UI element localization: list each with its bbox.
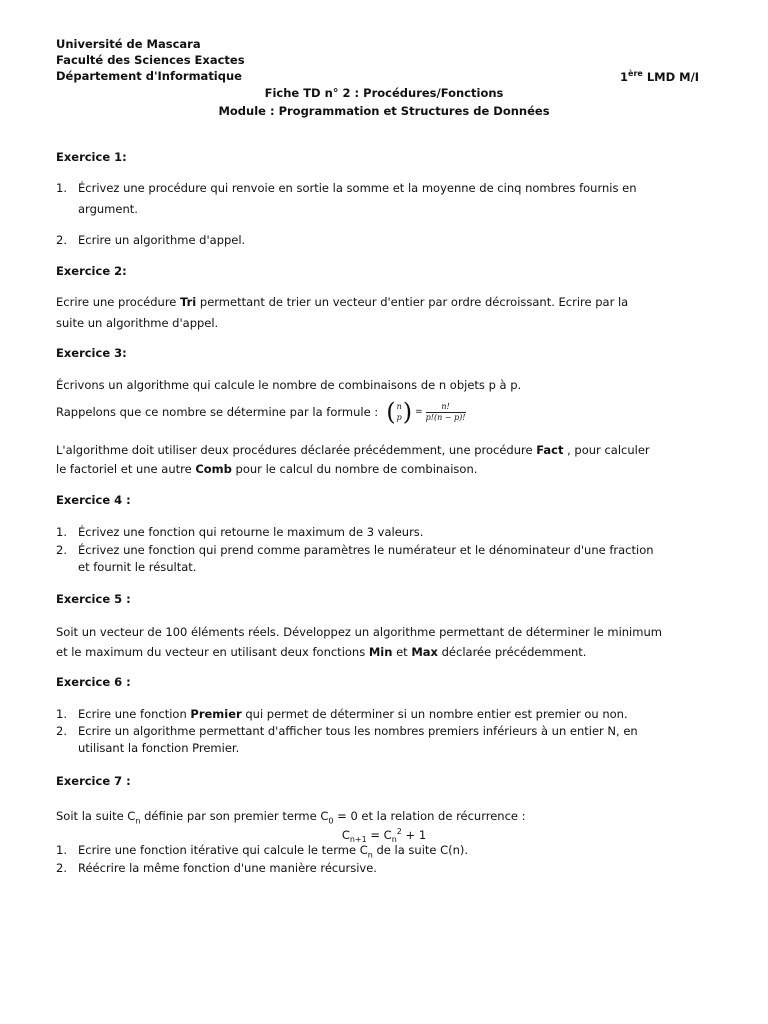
sheet-title: Fiche TD n° 2 : Procédures/Fonctions: [264, 86, 504, 100]
binomial-stack: [396, 401, 403, 423]
exercise-2-title: Exercice 2:: [56, 264, 127, 278]
item-text: Ecrire un algorithme d'appel.: [78, 233, 246, 247]
subscript: n: [367, 850, 373, 860]
binom-bottom: p: [396, 413, 402, 422]
exercise-4-item-2-cont: et fournit le résultat.: [78, 560, 197, 574]
item-number: 2.: [56, 724, 67, 738]
exercise-5-line-1: Soit un vecteur de 100 éléments réels. Développez un algorithme permettant de déterminer le minimum: [56, 625, 662, 639]
exercise-3-formula-line: [56, 400, 466, 424]
text: Ecrire une procédure: [56, 295, 181, 309]
exercise-1-item-1-cont: argument.: [78, 202, 138, 216]
keyword-premier: Premier: [190, 707, 242, 721]
exercise-1-item-1: [56, 178, 637, 198]
fraction-numerator: n!: [441, 401, 450, 411]
text: Rappelons que ce nombre se détermine par la formule :: [56, 405, 379, 419]
module-title: Module : Programmation et Structures de Données: [218, 104, 550, 118]
item-number: 1.: [56, 843, 67, 857]
exercise-6-item-2-cont: utilisant la fonction Premier.: [78, 741, 240, 755]
text: le factoriel et une autre: [56, 462, 196, 476]
level-label: [620, 69, 699, 84]
exercise-1-item-2: [56, 230, 245, 250]
item-text: Réécrire la même fonction d'une manière récursive.: [78, 861, 377, 875]
item-number: 2.: [56, 543, 67, 557]
level-rest: LMD M/I: [642, 69, 700, 84]
text: définie par son premier terme C: [140, 809, 329, 823]
text: = C: [366, 827, 392, 842]
text: Soit la suite C: [56, 809, 136, 823]
item-text: Écrivez une procédure qui renvoie en sortie la somme et la moyenne de cinq nombres fournis en: [78, 181, 637, 195]
subscript: 0: [328, 816, 334, 826]
exercise-4-item-1: [56, 522, 423, 542]
item-text: Ecrire un algorithme permettant d'afficher tous les nombres premiers inférieurs à un entier N, en: [78, 724, 638, 738]
subscript: n+1: [349, 835, 367, 845]
exercise-6-title: Exercice 6 :: [56, 675, 131, 689]
exercise-7-title: Exercice 7 :: [56, 774, 131, 788]
exercise-5-title: Exercice 5 :: [56, 592, 131, 606]
text: + 1: [401, 827, 427, 842]
text: C: [341, 827, 350, 842]
text: et: [392, 645, 412, 659]
item-text: Écrivez une fonction qui prend comme paramètres le numérateur et le dénominateur d'une fraction: [78, 543, 654, 557]
item-text: Ecrire une fonction: [78, 707, 191, 721]
keyword-tri: Tri: [180, 295, 197, 309]
exercise-2-line-2: suite un algorithme d'appel.: [56, 316, 219, 330]
exercise-3-title: Exercice 3:: [56, 346, 127, 360]
level-superscript: ère: [628, 69, 643, 78]
subscript: n: [135, 816, 141, 826]
keyword-fact: Fact: [536, 443, 564, 457]
text: , pour calculer: [563, 443, 650, 457]
exercise-3-line-4: [56, 459, 477, 479]
item-number: 2.: [56, 861, 67, 875]
exercise-3-line-3: [56, 440, 650, 460]
fraction-denominator: p!(n − p)!: [425, 412, 466, 422]
subscript: n: [391, 835, 397, 845]
text: permettant de trier un vecteur d'entier par ordre décroissant. Ecrire par la: [196, 295, 629, 309]
right-paren: ): [402, 398, 413, 426]
item-number: 1.: [56, 707, 67, 721]
item-text: Ecrire une fonction itérative qui calcule le terme C: [78, 843, 368, 857]
fraction: [426, 402, 466, 423]
item-number: 1.: [56, 181, 67, 195]
exercise-3-line-1: Écrivons un algorithme qui calcule le nombre de combinaisons de n objets p à p.: [56, 378, 522, 392]
level-number: 1: [620, 69, 629, 84]
superscript: 2: [396, 827, 402, 836]
university-name: Université de Mascara: [56, 37, 201, 51]
binomial-coefficient: [386, 400, 412, 424]
text: = 0 et la relation de récurrence :: [333, 809, 526, 823]
left-paren: (: [386, 398, 396, 426]
text: L'algorithme doit utiliser deux procédures déclarée précédemment, une procédure: [56, 443, 537, 457]
keyword-max: Max: [411, 645, 438, 659]
department-name: Département d'Informatique: [56, 69, 242, 83]
item-number: 2.: [56, 233, 67, 247]
item-number: 1.: [56, 525, 67, 539]
exercise-4-title: Exercice 4 :: [56, 493, 131, 507]
exercise-5-line-2: [56, 642, 586, 662]
text: et le maximum du vecteur en utilisant deux fonctions: [56, 645, 369, 659]
exercise-1-title: Exercice 1:: [56, 150, 127, 164]
faculty-name: Faculté des Sciences Exactes: [56, 53, 245, 67]
keyword-min: Min: [368, 645, 393, 659]
item-text: Écrivez une fonction qui retourne le maximum de 3 valeurs.: [78, 525, 424, 539]
item-text: de la suite C(n).: [372, 843, 469, 857]
item-text: qui permet de déterminer si un nombre entier est premier ou non.: [241, 707, 628, 721]
keyword-comb: Comb: [195, 462, 232, 476]
exercise-7-item-2: [56, 858, 377, 878]
binom-top: n: [396, 402, 402, 411]
text: pour le calcul du nombre de combinaison.: [231, 462, 478, 476]
exercise-2-line-1: [56, 292, 628, 312]
equals-sign: =: [415, 407, 423, 417]
text: déclarée précédemment.: [437, 645, 587, 659]
